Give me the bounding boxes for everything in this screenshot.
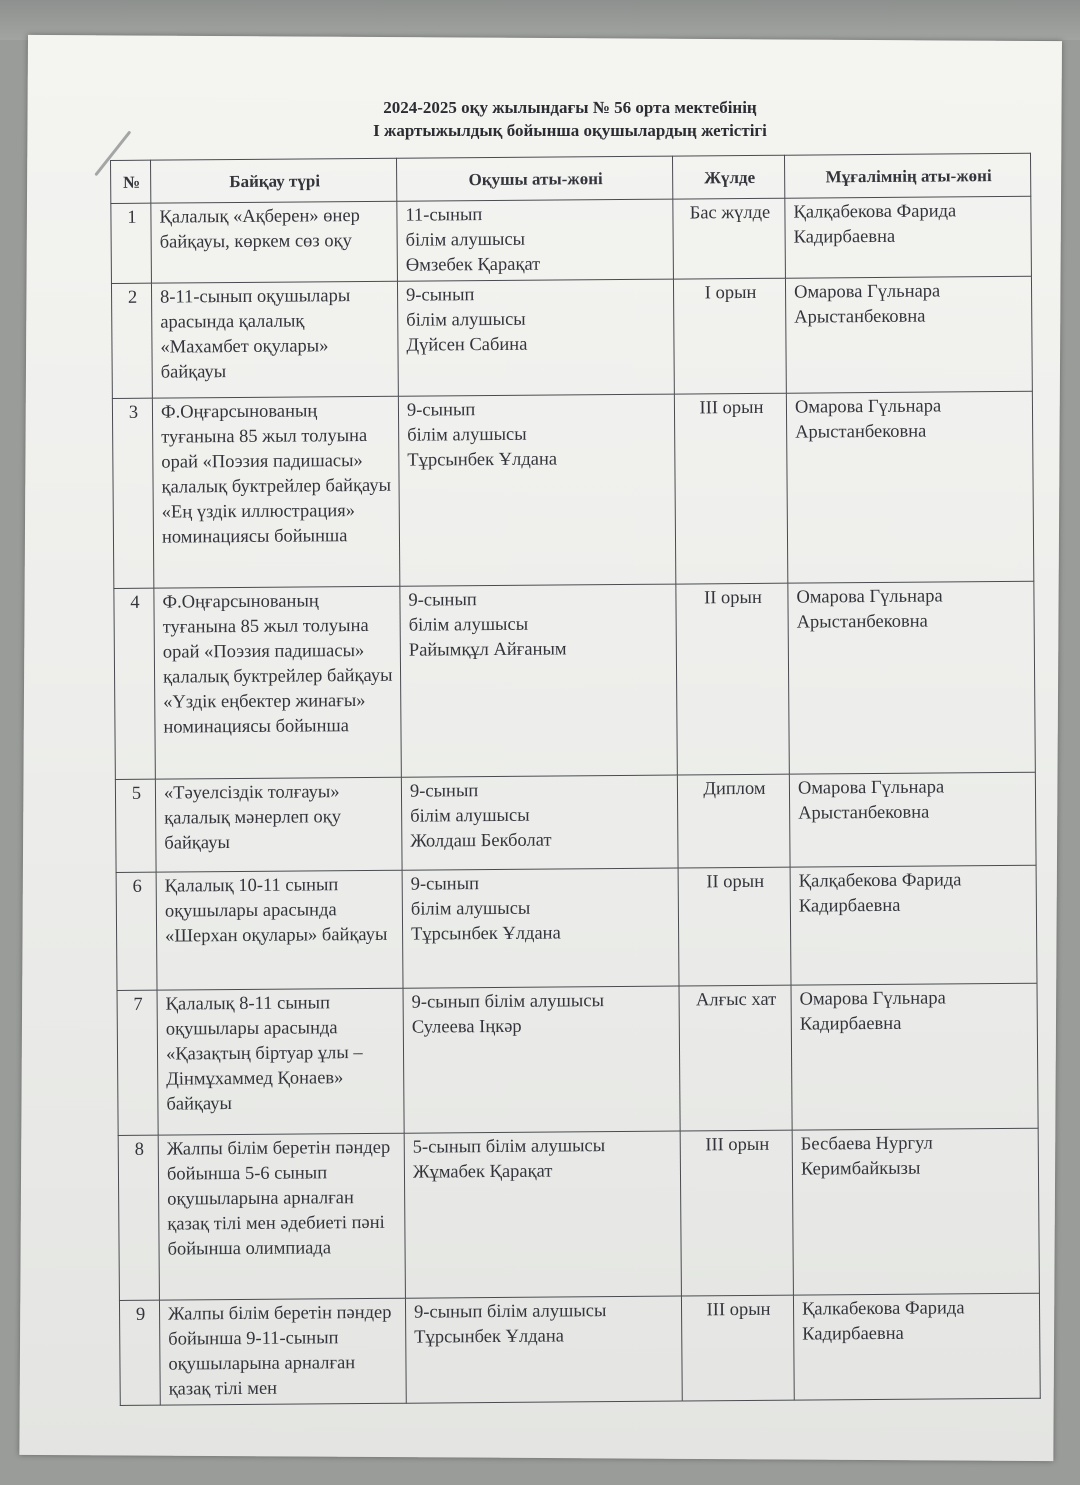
teacher-name: Қалқабекова Фарида xyxy=(793,201,957,223)
student-class: 9-сынып xyxy=(408,590,477,611)
row-number: 4 xyxy=(114,588,155,779)
student-name: Жолдаш Бекболат xyxy=(410,830,552,852)
teacher-patronymic: Кадирбаевна xyxy=(793,226,896,248)
student-role: білім алушысы xyxy=(405,229,526,251)
contest-name: Ф.Оңғарсынованың туғанына 85 жыл толуына орай «Поэзия падишасы» қалалық буктрейлер байқауы «Ең үздік иллюстрация» номинациясы бойынша xyxy=(152,396,399,588)
teacher-info xyxy=(786,391,1033,583)
teacher-info xyxy=(791,983,1038,1130)
award: ІІІ орын xyxy=(680,1130,793,1296)
table-row xyxy=(114,581,1035,779)
contest-name: Жалпы білім беретін пәндер бойынша 9-11-сынып оқушыларына арналған қазақ тілі мен xyxy=(159,1298,406,1405)
teacher-patronymic: Арыстанбековна xyxy=(794,306,926,328)
student-name: Тұрсынбек Ұлдана xyxy=(411,923,561,945)
table-row xyxy=(119,1293,1040,1405)
contest-name: Қалалық «Ақберен» өнер байқауы, көркем сөз оқу xyxy=(151,201,398,283)
award: Диплом xyxy=(677,774,790,868)
document-title-line2: І жартыжылдық бойынша оқушылардың жетістігі xyxy=(373,121,767,140)
contest-name: Жалпы білім беретін пәндер бойынша 5-6 сынып оқушыларына арналған қазақ тілі мен әдебиеті пәні бойынша олимпиада xyxy=(158,1133,405,1300)
teacher-name: Омарова Гүльнара xyxy=(794,396,942,418)
teacher-info xyxy=(785,196,1032,278)
student-name: Сулеева Іңкәр xyxy=(411,1016,522,1038)
contest-name: Қалалық 10-11 сынып оқушылары арасында «Шерхан оқулары» байқауы xyxy=(156,870,403,990)
student-role: білім алушысы xyxy=(410,805,530,827)
award: ІІІ орын xyxy=(674,393,787,584)
teacher-info xyxy=(785,276,1032,393)
student-info xyxy=(403,986,680,1133)
student-role: білім алушысы xyxy=(408,614,529,636)
header-teacher: Мұғалімнің аты-жөні xyxy=(784,153,1030,198)
award: ІІІ орын xyxy=(681,1295,794,1401)
student-name: Тұрсынбек Ұлдана xyxy=(414,1326,565,1348)
row-number: 8 xyxy=(118,1135,159,1300)
teacher-patronymic: Кадирбаевна xyxy=(802,1323,904,1345)
student-name: Райымқұл Айғаным xyxy=(408,639,567,661)
table-row xyxy=(111,196,1032,283)
teacher-info xyxy=(788,581,1035,774)
award: Бас жүлде xyxy=(673,198,786,279)
table-row xyxy=(118,1128,1039,1300)
award: ІІ орын xyxy=(676,583,789,775)
teacher-name: Омарова Гүльнара xyxy=(797,777,945,799)
teacher-patronymic: Арыстанбековна xyxy=(798,802,930,824)
header-number: № xyxy=(111,160,151,203)
student-info xyxy=(398,394,675,586)
table-row xyxy=(112,391,1033,588)
teacher-name: Омарова Гүльнара xyxy=(796,586,943,608)
student-role: білім алушысы xyxy=(410,898,531,920)
student-class-role: 9-сынып білім алушысы xyxy=(413,1301,607,1323)
teacher-name: Қалқабекова Фарида xyxy=(798,870,962,892)
document-title-line1: 2024-2025 оқу жылындағы № 56 орта мектебінің xyxy=(383,98,757,117)
student-name: Жұмабек Қарақат xyxy=(412,1161,553,1183)
row-number: 5 xyxy=(115,779,156,872)
student-info xyxy=(404,1131,681,1298)
header-contest: Байқау түрі xyxy=(151,158,397,203)
student-class: 11-сынып xyxy=(405,205,483,226)
student-info xyxy=(405,1296,682,1403)
teacher-info xyxy=(789,772,1036,867)
student-class: 9-сынып xyxy=(405,285,475,306)
contest-name: 8-11-сынып оқушылары арасында қалалық «Махамбет оқулары» байқауы xyxy=(151,281,398,398)
award: Алғыс хат xyxy=(679,985,792,1131)
achievements-table xyxy=(110,153,1041,1406)
teacher-name: Омарова Гүльнара xyxy=(799,988,946,1010)
student-info xyxy=(397,279,674,396)
teacher-info xyxy=(792,1128,1039,1295)
student-class-role: 9-сынып білім алушысы xyxy=(411,991,605,1013)
header-student: Оқушы аты-жөні xyxy=(396,156,672,201)
student-info xyxy=(400,584,677,777)
row-number: 9 xyxy=(119,1300,160,1405)
teacher-name: Бесбаева Нургул xyxy=(800,1133,933,1155)
teacher-patronymic: Кадирбаевна xyxy=(798,895,901,917)
award: ІІ орын xyxy=(678,867,791,986)
teacher-info xyxy=(793,1293,1040,1400)
table-row xyxy=(111,276,1032,398)
table-header-row xyxy=(111,153,1031,203)
student-class: 9-сынып xyxy=(406,400,476,421)
contest-name: «Тәуелсіздік толғауы» қалалық мәнерлеп оқу байқауы xyxy=(155,777,402,872)
student-info xyxy=(401,775,678,870)
award: І орын xyxy=(673,278,786,394)
student-name: Өмзебек Қарақат xyxy=(405,254,541,276)
background-top xyxy=(0,0,1080,40)
row-number: 3 xyxy=(112,398,153,588)
table-row xyxy=(117,983,1038,1135)
student-role: білім алушысы xyxy=(407,424,527,446)
student-role: білім алушысы xyxy=(406,309,526,331)
contest-name: Қалалық 8-11 сынып оқушылары арасында «Қазақтың біртуар ұлы – Дінмұхаммед Қонаев» байқауы xyxy=(157,988,404,1135)
teacher-patronymic: Керимбайкызы xyxy=(800,1158,921,1180)
teacher-patronymic: Арыстанбековна xyxy=(796,611,928,633)
table-row xyxy=(115,772,1036,872)
student-info xyxy=(397,199,674,281)
table-row xyxy=(116,865,1037,990)
row-number: 6 xyxy=(116,872,157,990)
student-name: Тұрсынбек Ұлдана xyxy=(407,449,558,471)
student-class-role: 5-сынып білім алушысы xyxy=(412,1136,606,1158)
header-award: Жүлде xyxy=(672,155,784,199)
teacher-name: Омарова Гүльнара xyxy=(793,281,941,303)
teacher-name: Қалкабекова Фарида xyxy=(801,1298,965,1320)
teacher-patronymic: Кадирбаевна xyxy=(799,1013,902,1035)
student-class: 9-сынып xyxy=(409,781,479,802)
student-name: Дүйсен Сабина xyxy=(406,334,528,356)
student-class: 9-сынып xyxy=(410,874,480,895)
row-number: 1 xyxy=(111,203,152,283)
contest-name: Ф.Оңғарсынованың туғанына 85 жыл толуына орай «Поэзия падишасы» қалалық буктрейлер байқауы «Үздік еңбектер жинағы» номинациясы бойынша xyxy=(154,586,401,779)
row-number: 7 xyxy=(117,990,158,1135)
student-info xyxy=(402,868,679,988)
row-number: 2 xyxy=(111,283,152,398)
teacher-patronymic: Арыстанбековна xyxy=(795,421,927,443)
teacher-info xyxy=(790,865,1037,985)
